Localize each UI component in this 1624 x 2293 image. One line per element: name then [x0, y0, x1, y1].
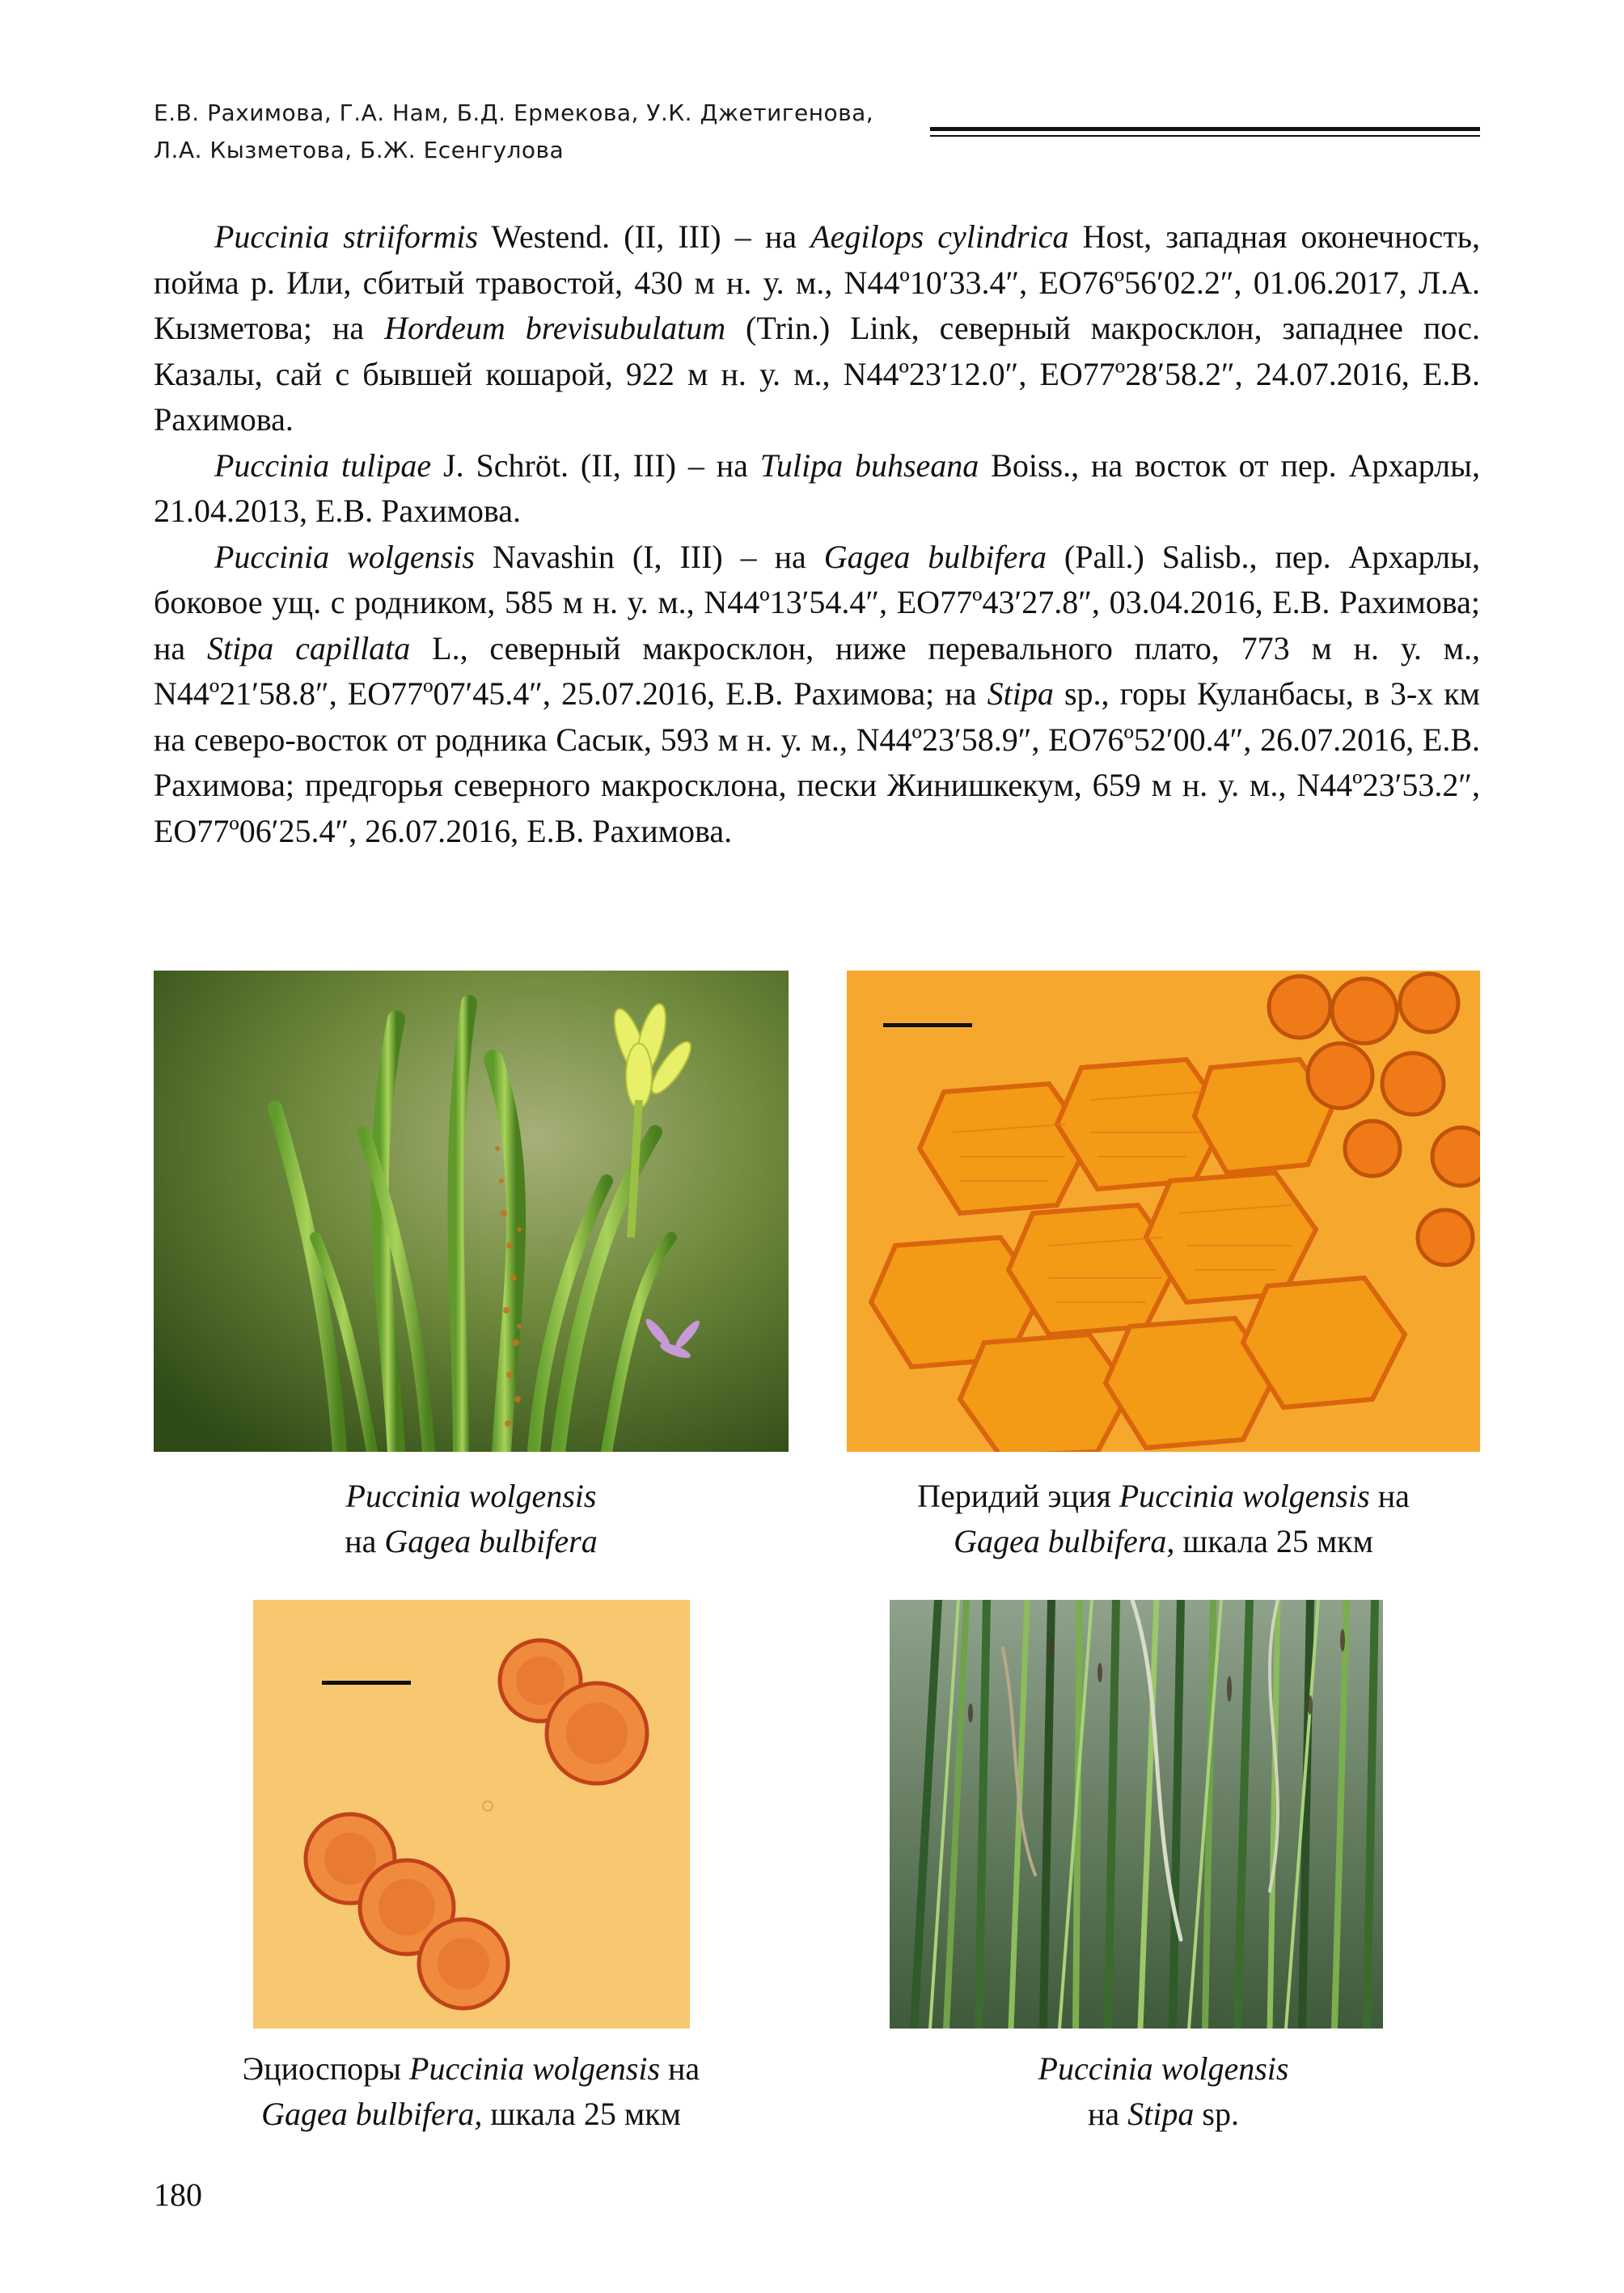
paragraph-text: (Pall.) Salisb., пер. Архарлы, боковое ущ. с родником, 585 м н. у. м., N44º13′54.4″, EO77º43′27.8″, 03.04.2016, Е.В. Рахимова; на	[154, 538, 1480, 666]
caption-text: на	[660, 2050, 700, 2087]
host-name: Gagea bulbifera	[823, 538, 1047, 575]
caption-figure-1	[154, 1474, 789, 1564]
paragraph-text: J. Schröt. (II, III) – на	[431, 446, 760, 484]
paragraph-puccinia-striiformis	[154, 214, 1480, 443]
authors-line-1: Е.В. Рахимова, Г.А. Нам, Б.Д. Ермекова, У.К. Джетигенова,	[154, 99, 874, 126]
host-name: Tulipa buhseana	[759, 446, 979, 484]
plant-photo-illustration	[154, 971, 789, 1452]
header-rule-thin	[930, 135, 1480, 137]
host-name: Stipa capillata	[207, 629, 411, 666]
caption-species: Puccinia wolgensis	[345, 1478, 597, 1514]
caption-host: Gagea bulbifera,	[261, 2096, 483, 2132]
species-name: Puccinia wolgensis	[214, 538, 475, 575]
caption-species: Puccinia wolgensis	[409, 2050, 661, 2087]
header-rule	[930, 127, 1480, 131]
caption-text: Эциоспоры	[242, 2050, 410, 2087]
paragraph-text: Host, западная оконечность, пойма р. Или, сбитый травостой, 430 м н. у. м., N44º10′33.4″, EO76º56′02.2″, 01.06.2017, Л.А. Кызметова; на	[154, 218, 1481, 346]
scale-bar	[322, 1681, 411, 1685]
running-header-authors	[154, 95, 922, 169]
paragraph-text: (Trin.) Link, северный макросклон, западнее пос. Казалы, сай с бывшей кошарой, 922 м н. у. м., N44º23′12.0″, EO77º28′58.2″, 24.07.2016, Е.В. Рахимова.	[154, 310, 1480, 438]
photo-aeciospores-micrograph	[253, 1600, 690, 2029]
scale-bar	[883, 1023, 972, 1027]
paragraph-text: sp., горы Куланбасы, в 3-х км на северо-восток от родника Сасык, 593 м н. у. м., N44º23′58.9″, EO76º52′00.4″, 26.07.2016, Е.В. Рахимова; предгорья северного макросклона, пески Жинишкекум, 659 м н. у. м., N44º23′53.2″, EO77º06′25.4″, 26.07.2016, Е.В. Рахимова.	[154, 675, 1480, 849]
species-name: Puccinia striiformis	[214, 218, 479, 255]
paragraph-text: L., северный макросклон, ниже перевального плато, 773 м н. у. м., N44º21′58.8″, EO77º07′45.4″, 25.07.2016, Е.В. Рахимова; на	[154, 629, 1480, 712]
photo-gagea-bulbifera	[154, 971, 789, 1452]
caption-species: Puccinia wolgensis	[1119, 1478, 1370, 1514]
caption-text: шкала 25 мкм	[1174, 1523, 1373, 1559]
caption-figure-4	[847, 2046, 1480, 2137]
photo-stipa-grass	[890, 1600, 1383, 2029]
aeciospores-illustration	[253, 1600, 690, 2029]
caption-figure-2	[847, 1474, 1480, 1564]
species-name: Puccinia tulipae	[214, 446, 432, 484]
authors-line-2: Л.А. Кызметова, Б.Ж. Есенгулова	[154, 137, 565, 163]
paragraph-puccinia-wolgensis	[154, 535, 1480, 855]
paragraph-text: Navashin (I, III) – на	[474, 538, 824, 575]
caption-text: на	[1369, 1478, 1410, 1514]
paragraph-text: Westend. (II, III) – на	[478, 218, 811, 255]
caption-host: Stipa	[1127, 2096, 1195, 2132]
caption-text: шкала 25 мкм	[482, 2096, 681, 2132]
paragraph-puccinia-tulipae	[154, 443, 1480, 535]
stipa-grass-illustration	[890, 1600, 1383, 2029]
caption-text: на	[1088, 2096, 1128, 2132]
host-name: Hordeum brevisubulatum	[384, 310, 726, 346]
article-body	[154, 214, 1480, 854]
host-name: Aegilops cylindrica	[810, 218, 1069, 255]
caption-figure-3	[154, 2046, 789, 2137]
peridium-micrograph-illustration	[847, 971, 1480, 1452]
host-name: Stipa	[987, 675, 1054, 712]
caption-text: на	[345, 1523, 385, 1559]
caption-species: Puccinia wolgensis	[1038, 2050, 1289, 2087]
caption-text: sp.	[1194, 2096, 1239, 2132]
photo-peridium-micrograph	[847, 971, 1480, 1452]
page-number: 180	[154, 2177, 202, 2213]
paragraph-text: Boiss., на восток от пер. Архарлы, 21.04.2013, Е.В. Рахимова.	[154, 446, 1480, 529]
caption-host: Gagea bulbifera	[384, 1523, 598, 1559]
caption-text: Перидий эция	[917, 1478, 1119, 1514]
caption-host: Gagea bulbifera,	[954, 1523, 1175, 1559]
